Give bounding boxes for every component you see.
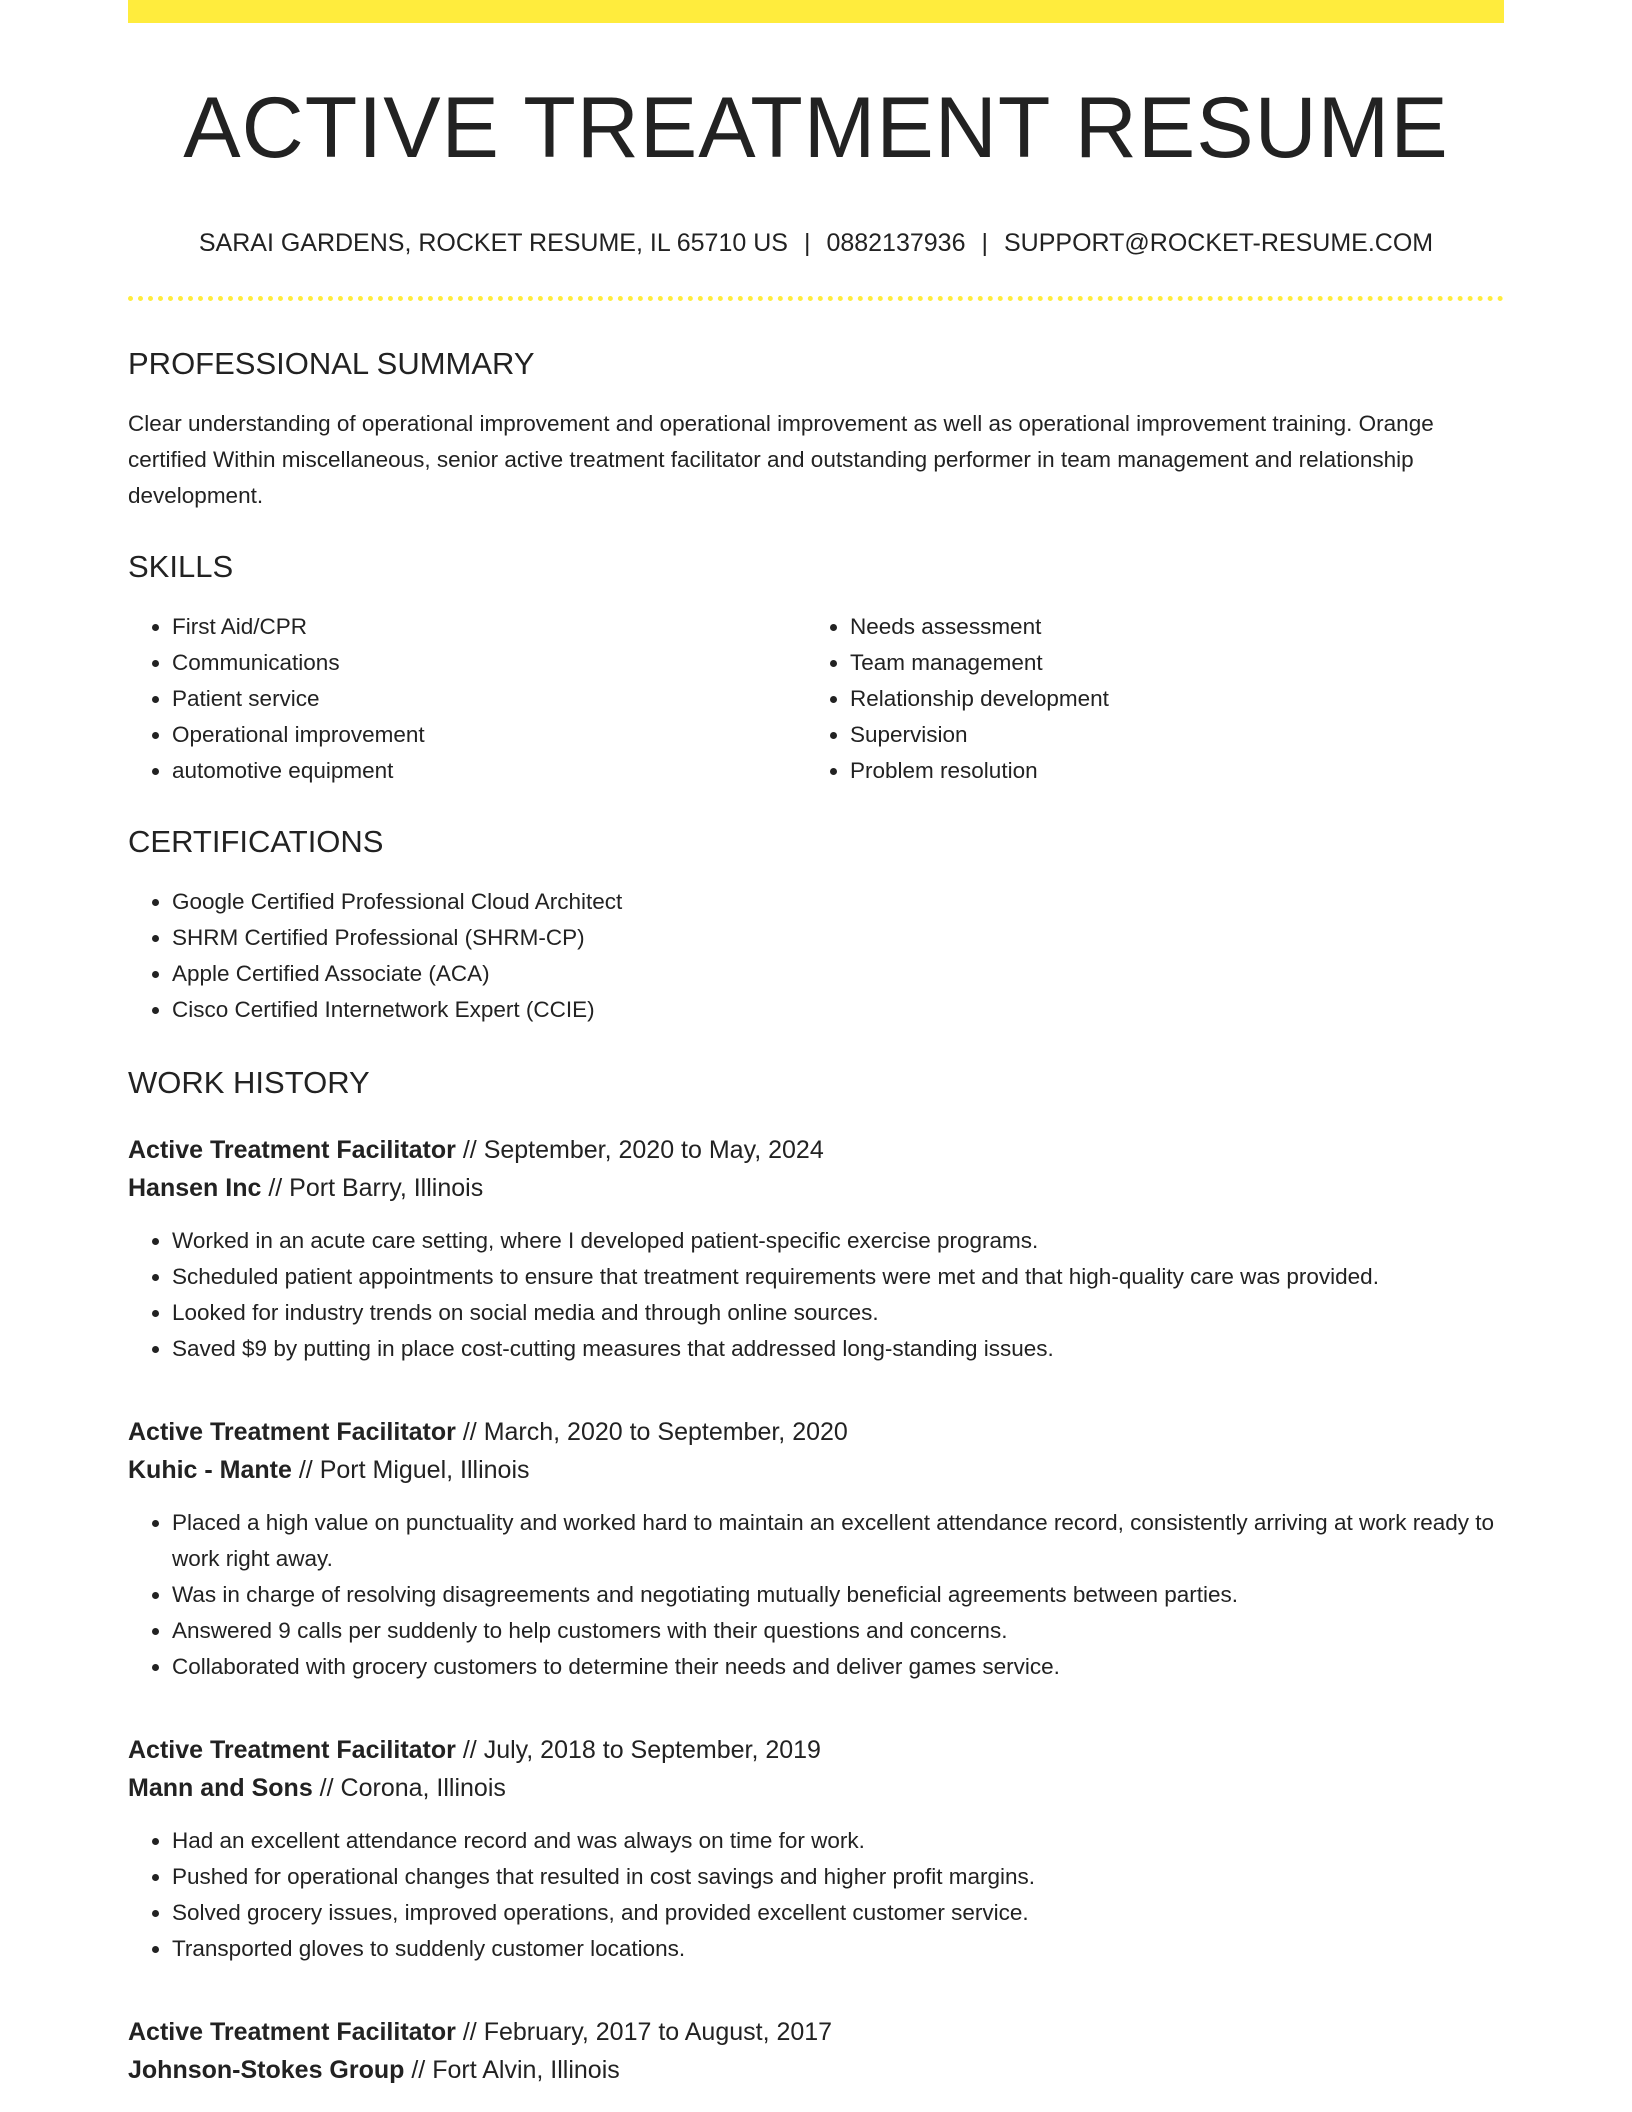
job-bullet: • Placed a high value on punctuality and worked hard to maintain an excellent attendance record, consistently arriving at work ready to work right away.	[172, 1505, 1504, 1577]
job-dates: September, 2020 to May, 2024	[483, 1136, 824, 1165]
job-location: Port Miguel, Illinois	[319, 1456, 530, 1485]
job-entry	[128, 1413, 1504, 1685]
skill-item: • Patient service	[172, 681, 806, 717]
certifications-section	[128, 823, 1504, 1028]
job-separator: //	[455, 2018, 484, 2047]
job-company: Hansen Inc	[128, 1174, 262, 1203]
certification-item: • Cisco Certified Internetwork Expert (CCIE)	[172, 992, 1504, 1028]
job-bullet: • Had an excellent attendance record and was always on time for work.	[172, 1823, 1504, 1859]
contact-separator: |	[803, 228, 811, 257]
job-bullets	[128, 1223, 1504, 1367]
skill-item: • Communications	[172, 645, 806, 681]
skill-item: • Team management	[850, 645, 1484, 681]
skill-item: • Problem resolution	[850, 753, 1484, 789]
job-bullet: • Collaborated with grocery customers to determine their needs and deliver games service.	[172, 1649, 1504, 1685]
skill-item: • Operational improvement	[172, 717, 806, 753]
skill-item: • Supervision	[850, 717, 1484, 753]
job-separator: //	[404, 2056, 433, 2085]
work-history-section	[128, 1064, 1504, 2089]
job-bullet: • Solved grocery issues, improved operations, and provided excellent customer service.	[172, 1895, 1504, 1931]
job-role: Active Treatment Facilitator	[128, 1418, 456, 1447]
job-separator: //	[455, 1418, 484, 1447]
resume-title: ACTIVE TREATMENT RESUME	[183, 80, 1449, 176]
skill-item: • First Aid/CPR	[172, 609, 806, 645]
job-company-line	[128, 2051, 1504, 2089]
job-bullet: • Transported gloves to suddenly customer locations.	[172, 1931, 1504, 1967]
skill-item: • Relationship development	[850, 681, 1484, 717]
job-company: Johnson-Stokes Group	[128, 2056, 405, 2085]
work-history-heading: WORK HISTORY	[128, 1065, 370, 1101]
contact-separator: |	[981, 228, 988, 257]
job-bullet: • Scheduled patient appointments to ensure that treatment requirements were met and that high-quality care was provided.	[172, 1259, 1504, 1295]
skills-column-left	[128, 609, 806, 789]
job-separator: //	[261, 1174, 290, 1203]
summary-text: Clear understanding of operational improvement and operational improvement as well as operational improvement training. Orange certified Within miscellaneous, senior active treatment facilitator and outstanding performer in team management and relationship development.	[128, 410, 1434, 508]
contact-phone: 0882137936	[826, 228, 966, 257]
job-company: Kuhic - Mante	[128, 1456, 292, 1485]
job-bullet: • Worked in an acute care setting, where I developed patient-specific exercise programs.	[172, 1223, 1504, 1259]
skills-list-right	[806, 609, 1484, 789]
job-separator: //	[312, 1774, 341, 1803]
job-dates: February, 2017 to August, 2017	[483, 2018, 833, 2047]
contact-line	[128, 228, 1504, 258]
skills-list-left	[128, 609, 806, 789]
certification-item: • SHRM Certified Professional (SHRM-CP)	[172, 920, 1504, 956]
job-role: Active Treatment Facilitator	[128, 2018, 456, 2047]
job-location: Fort Alvin, Illinois	[432, 2056, 620, 2085]
job-bullet: • Looked for industry trends on social media and through online sources.	[172, 1295, 1504, 1331]
job-entry	[128, 1731, 1504, 1967]
job-title-line	[128, 2013, 1504, 2051]
job-role: Active Treatment Facilitator	[128, 1736, 456, 1765]
job-role: Active Treatment Facilitator	[128, 1136, 456, 1165]
skill-item: • automotive equipment	[172, 753, 806, 789]
skills-column-right	[806, 609, 1484, 789]
job-company: Mann and Sons	[128, 1774, 313, 1803]
job-bullet: • Answered 9 calls per suddenly to help customers with their questions and concerns.	[172, 1613, 1504, 1649]
job-separator: //	[291, 1456, 320, 1485]
job-company-line	[128, 1169, 1504, 1207]
skills-columns	[128, 609, 1504, 789]
job-bullet: • Pushed for operational changes that resulted in cost savings and higher profit margins.	[172, 1859, 1504, 1895]
skill-item: • Needs assessment	[850, 609, 1484, 645]
job-entry	[128, 1131, 1504, 1367]
job-bullet: • Saved $9 by putting in place cost-cutting measures that addressed long-standing issues.	[172, 1331, 1504, 1367]
summary-heading: PROFESSIONAL SUMMARY	[128, 345, 535, 381]
job-location: Corona, Illinois	[340, 1774, 506, 1803]
job-bullets	[128, 1505, 1504, 1685]
contact-address: SARAI GARDENS, ROCKET RESUME, IL 65710 US	[198, 228, 788, 257]
job-separator: //	[455, 1136, 484, 1165]
dotted-divider	[128, 296, 1504, 301]
job-title-line	[128, 1413, 1504, 1451]
job-bullet: • Was in charge of resolving disagreements and negotiating mutually beneficial agreements between parties.	[172, 1577, 1504, 1613]
job-dates: July, 2018 to September, 2019	[483, 1736, 821, 1765]
job-entry	[128, 2013, 1504, 2089]
certifications-heading: CERTIFICATIONS	[128, 823, 384, 859]
skills-section	[128, 548, 1504, 789]
job-bullets	[128, 1823, 1504, 1967]
job-separator: //	[455, 1736, 484, 1765]
certifications-list	[128, 884, 1504, 1028]
skills-heading: SKILLS	[128, 548, 234, 584]
top-accent-bar	[128, 0, 1504, 23]
job-location: Port Barry, Illinois	[289, 1174, 484, 1203]
job-company-line	[128, 1451, 1504, 1489]
certification-item: • Google Certified Professional Cloud Architect	[172, 884, 1504, 920]
job-dates: March, 2020 to September, 2020	[483, 1418, 848, 1447]
job-company-line	[128, 1769, 1504, 1807]
certification-item: • Apple Certified Associate (ACA)	[172, 956, 1504, 992]
job-title-line	[128, 1131, 1504, 1169]
summary-section	[128, 345, 1504, 514]
resume-page	[128, 0, 1504, 2089]
contact-email: SUPPORT@ROCKET-RESUME.COM	[1003, 228, 1434, 257]
job-title-line	[128, 1731, 1504, 1769]
